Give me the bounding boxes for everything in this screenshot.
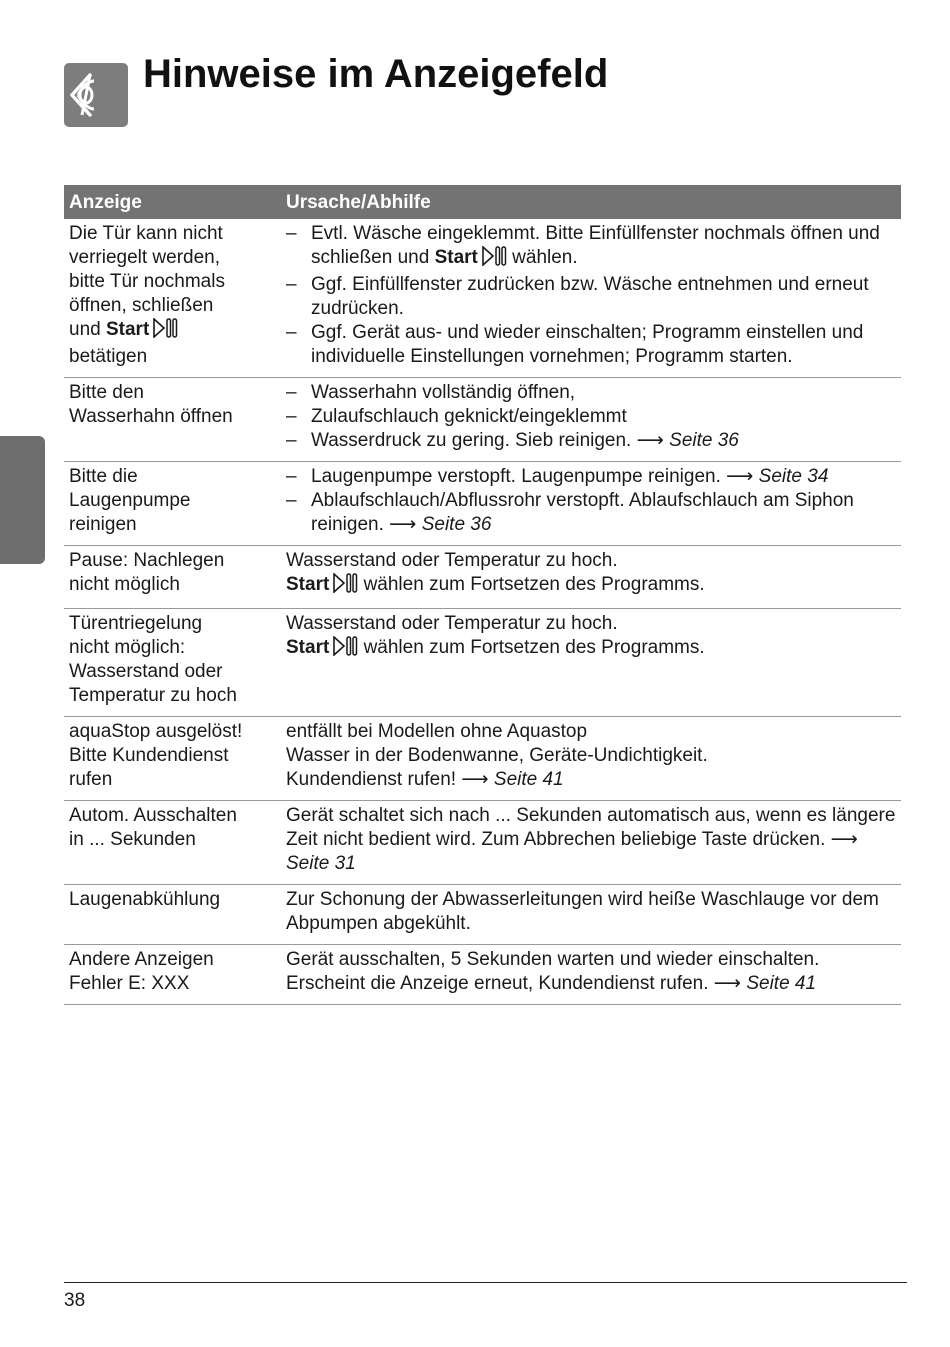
display-line: Temperatur zu hoch	[69, 685, 237, 706]
arrow-right-icon: ⟶	[830, 829, 858, 850]
page-title: Hinweise im Anzeigefeld	[143, 52, 609, 96]
display-line: betätigen	[69, 346, 148, 367]
display-line: nicht möglich:	[69, 637, 186, 658]
item-text: Zulaufschlauch geknickt/eingeklemmt	[311, 406, 627, 427]
list-item	[286, 465, 896, 489]
cause-line: Wasser in der Bodenwanne, Geräte-Undichtigkeit.	[286, 745, 708, 766]
item-text: Evtl. Wäsche eingeklemmt. Bitte Einfüllfenster nochmals öffnen und schließen und	[311, 223, 880, 268]
item-text: Wasserhahn vollständig öffnen,	[311, 382, 576, 403]
cause-line: Gerät ausschalten, 5 Sekunden warten und wieder einschalten.	[286, 949, 820, 970]
cause-cell	[278, 885, 901, 945]
cause-text: Kundendienst rufen!	[286, 769, 462, 790]
cause-text: Zur Schonung der Abwasserleitungen wird heiße Waschlauge vor dem Abpumpen abgekühlt.	[286, 889, 879, 934]
start-pause-icon	[481, 246, 507, 273]
cause-text: Wasserstand oder Temperatur zu hoch.	[286, 550, 618, 571]
display-line: Bitte Kundendienst	[69, 745, 229, 766]
start-label: Start	[434, 247, 478, 268]
list-item	[286, 405, 896, 429]
dash-bullet: –	[286, 490, 297, 511]
cause-line: entfällt bei Modellen ohne Aquastop	[286, 721, 588, 742]
display-line: Andere Anzeigen	[69, 949, 214, 970]
cause-cell	[278, 945, 901, 1005]
arrow-right-icon: ⟶	[389, 514, 417, 535]
table-row	[64, 945, 901, 1005]
page-reference-link[interactable]: Seite 36	[669, 430, 739, 451]
display-line: in ... Sekunden	[69, 829, 196, 850]
cause-text: wählen zum Fortsetzen des Programms.	[358, 574, 705, 595]
display-cell	[64, 945, 278, 1005]
display-line: Bitte den	[69, 382, 144, 403]
page-reference-link[interactable]: Seite 41	[746, 973, 817, 994]
display-line: bitte Tür nochmals	[69, 271, 225, 292]
display-line: Laugenpumpe	[69, 490, 191, 511]
display-line: Die Tür kann nicht	[69, 223, 223, 244]
display-line: verriegelt werden,	[69, 247, 221, 268]
display-cell	[64, 801, 278, 885]
display-line: rufen	[69, 769, 113, 790]
cause-line	[286, 636, 896, 663]
display-line: nicht möglich	[69, 574, 180, 595]
display-line: öffnen, schließen	[69, 295, 214, 316]
item-text: Ggf. Gerät aus- und wieder einschalten; Programm einstellen und individuelle Einstellungen vornehmen; Programm starten.	[311, 322, 864, 367]
cause-cell	[278, 462, 901, 546]
cause-line	[286, 972, 896, 996]
cause-text: Erscheint die Anzeige erneut, Kundendienst rufen.	[286, 973, 714, 994]
display-messages-table	[64, 185, 901, 1005]
info-eye-icon	[64, 63, 128, 127]
page-reference-link[interactable]: Seite 41	[493, 769, 564, 790]
table-row	[64, 609, 901, 717]
start-pause-icon	[332, 636, 358, 663]
display-text: und	[69, 319, 106, 340]
page-reference-link[interactable]: Seite 34	[758, 466, 829, 487]
table-row	[64, 885, 901, 945]
list-item	[286, 321, 896, 369]
start-pause-icon	[332, 573, 358, 600]
dash-bullet: –	[286, 322, 297, 343]
display-cell	[64, 378, 278, 462]
table-header-row	[64, 185, 901, 219]
arrow-right-icon: ⟶	[713, 973, 742, 994]
cause-text: Wasserstand oder Temperatur zu hoch.	[286, 613, 618, 634]
display-line: Bitte die	[69, 466, 138, 487]
display-line: Autom. Ausschalten	[69, 805, 237, 826]
dash-bullet: –	[286, 406, 297, 427]
dash-bullet: –	[286, 382, 297, 403]
display-line: Wasserhahn öffnen	[69, 406, 233, 427]
header-display: Anzeige	[64, 185, 278, 219]
arrow-right-icon: ⟶	[461, 769, 489, 790]
display-line: Türentriegelung	[69, 613, 203, 634]
cause-cell	[278, 378, 901, 462]
display-line: aquaStop ausgelöst!	[69, 721, 243, 742]
table-row	[64, 801, 901, 885]
cause-cell	[278, 717, 901, 801]
footer-divider	[64, 1282, 907, 1283]
display-line: Wasserstand oder	[69, 661, 223, 682]
table-row	[64, 462, 901, 546]
cause-cell	[278, 546, 901, 609]
dash-bullet: –	[286, 466, 297, 487]
list-item	[286, 273, 896, 321]
start-label: Start	[105, 319, 150, 340]
list-item	[286, 381, 896, 405]
page-reference-link[interactable]: Seite 36	[421, 514, 492, 535]
page-reference-link[interactable]: Seite 31	[286, 853, 356, 874]
dash-bullet: –	[286, 223, 297, 244]
item-text: Ggf. Einfüllfenster zudrücken bzw. Wäsche entnehmen und erneut zudrücken.	[311, 274, 869, 319]
display-cell	[64, 885, 278, 945]
dash-bullet: –	[286, 430, 297, 451]
side-section-tab	[0, 436, 45, 564]
start-pause-icon	[152, 318, 178, 345]
display-cell	[64, 462, 278, 546]
arrow-right-icon: ⟶	[726, 466, 754, 487]
item-text: Ablaufschlauch/Abflussrohr verstopft. Ablaufschlauch am Siphon reinigen.	[311, 490, 854, 535]
cause-line	[286, 768, 896, 792]
item-text: Wasserdruck zu gering. Sieb reinigen.	[311, 430, 637, 451]
list-item	[286, 222, 896, 273]
table-row	[64, 219, 901, 378]
start-label: Start	[286, 637, 330, 658]
header-cause-remedy: Ursache/Abhilfe	[278, 185, 901, 219]
display-line: Fehler E: XXX	[69, 973, 190, 994]
display-line: reinigen	[69, 514, 137, 535]
display-cell	[64, 717, 278, 801]
start-label: Start	[286, 574, 330, 595]
display-cell	[64, 546, 278, 609]
cause-cell	[278, 219, 901, 378]
display-cell	[64, 219, 278, 378]
display-line: Laugenabkühlung	[69, 889, 221, 910]
cause-cell	[278, 609, 901, 717]
table-row	[64, 378, 901, 462]
table-row	[64, 717, 901, 801]
arrow-right-icon: ⟶	[636, 430, 664, 451]
cause-cell	[278, 801, 901, 885]
page-number: 38	[64, 1290, 86, 1311]
item-text: Laugenpumpe verstopft. Laugenpumpe reinigen.	[311, 466, 727, 487]
cause-text: Gerät schaltet sich nach ... Sekunden automatisch aus, wenn es längere Zeit nicht bedient wird. Zum Abbrechen beliebige Taste drücken.	[286, 805, 896, 850]
cause-text: wählen zum Fortsetzen des Programms.	[358, 637, 705, 658]
item-text: wählen.	[506, 247, 578, 268]
table-row	[64, 546, 901, 609]
dash-bullet: –	[286, 274, 297, 295]
display-line	[69, 318, 273, 345]
list-item	[286, 489, 896, 537]
cause-line	[286, 573, 896, 600]
list-item	[286, 429, 896, 453]
display-cell	[64, 609, 278, 717]
display-line: Pause: Nachlegen	[69, 550, 225, 571]
